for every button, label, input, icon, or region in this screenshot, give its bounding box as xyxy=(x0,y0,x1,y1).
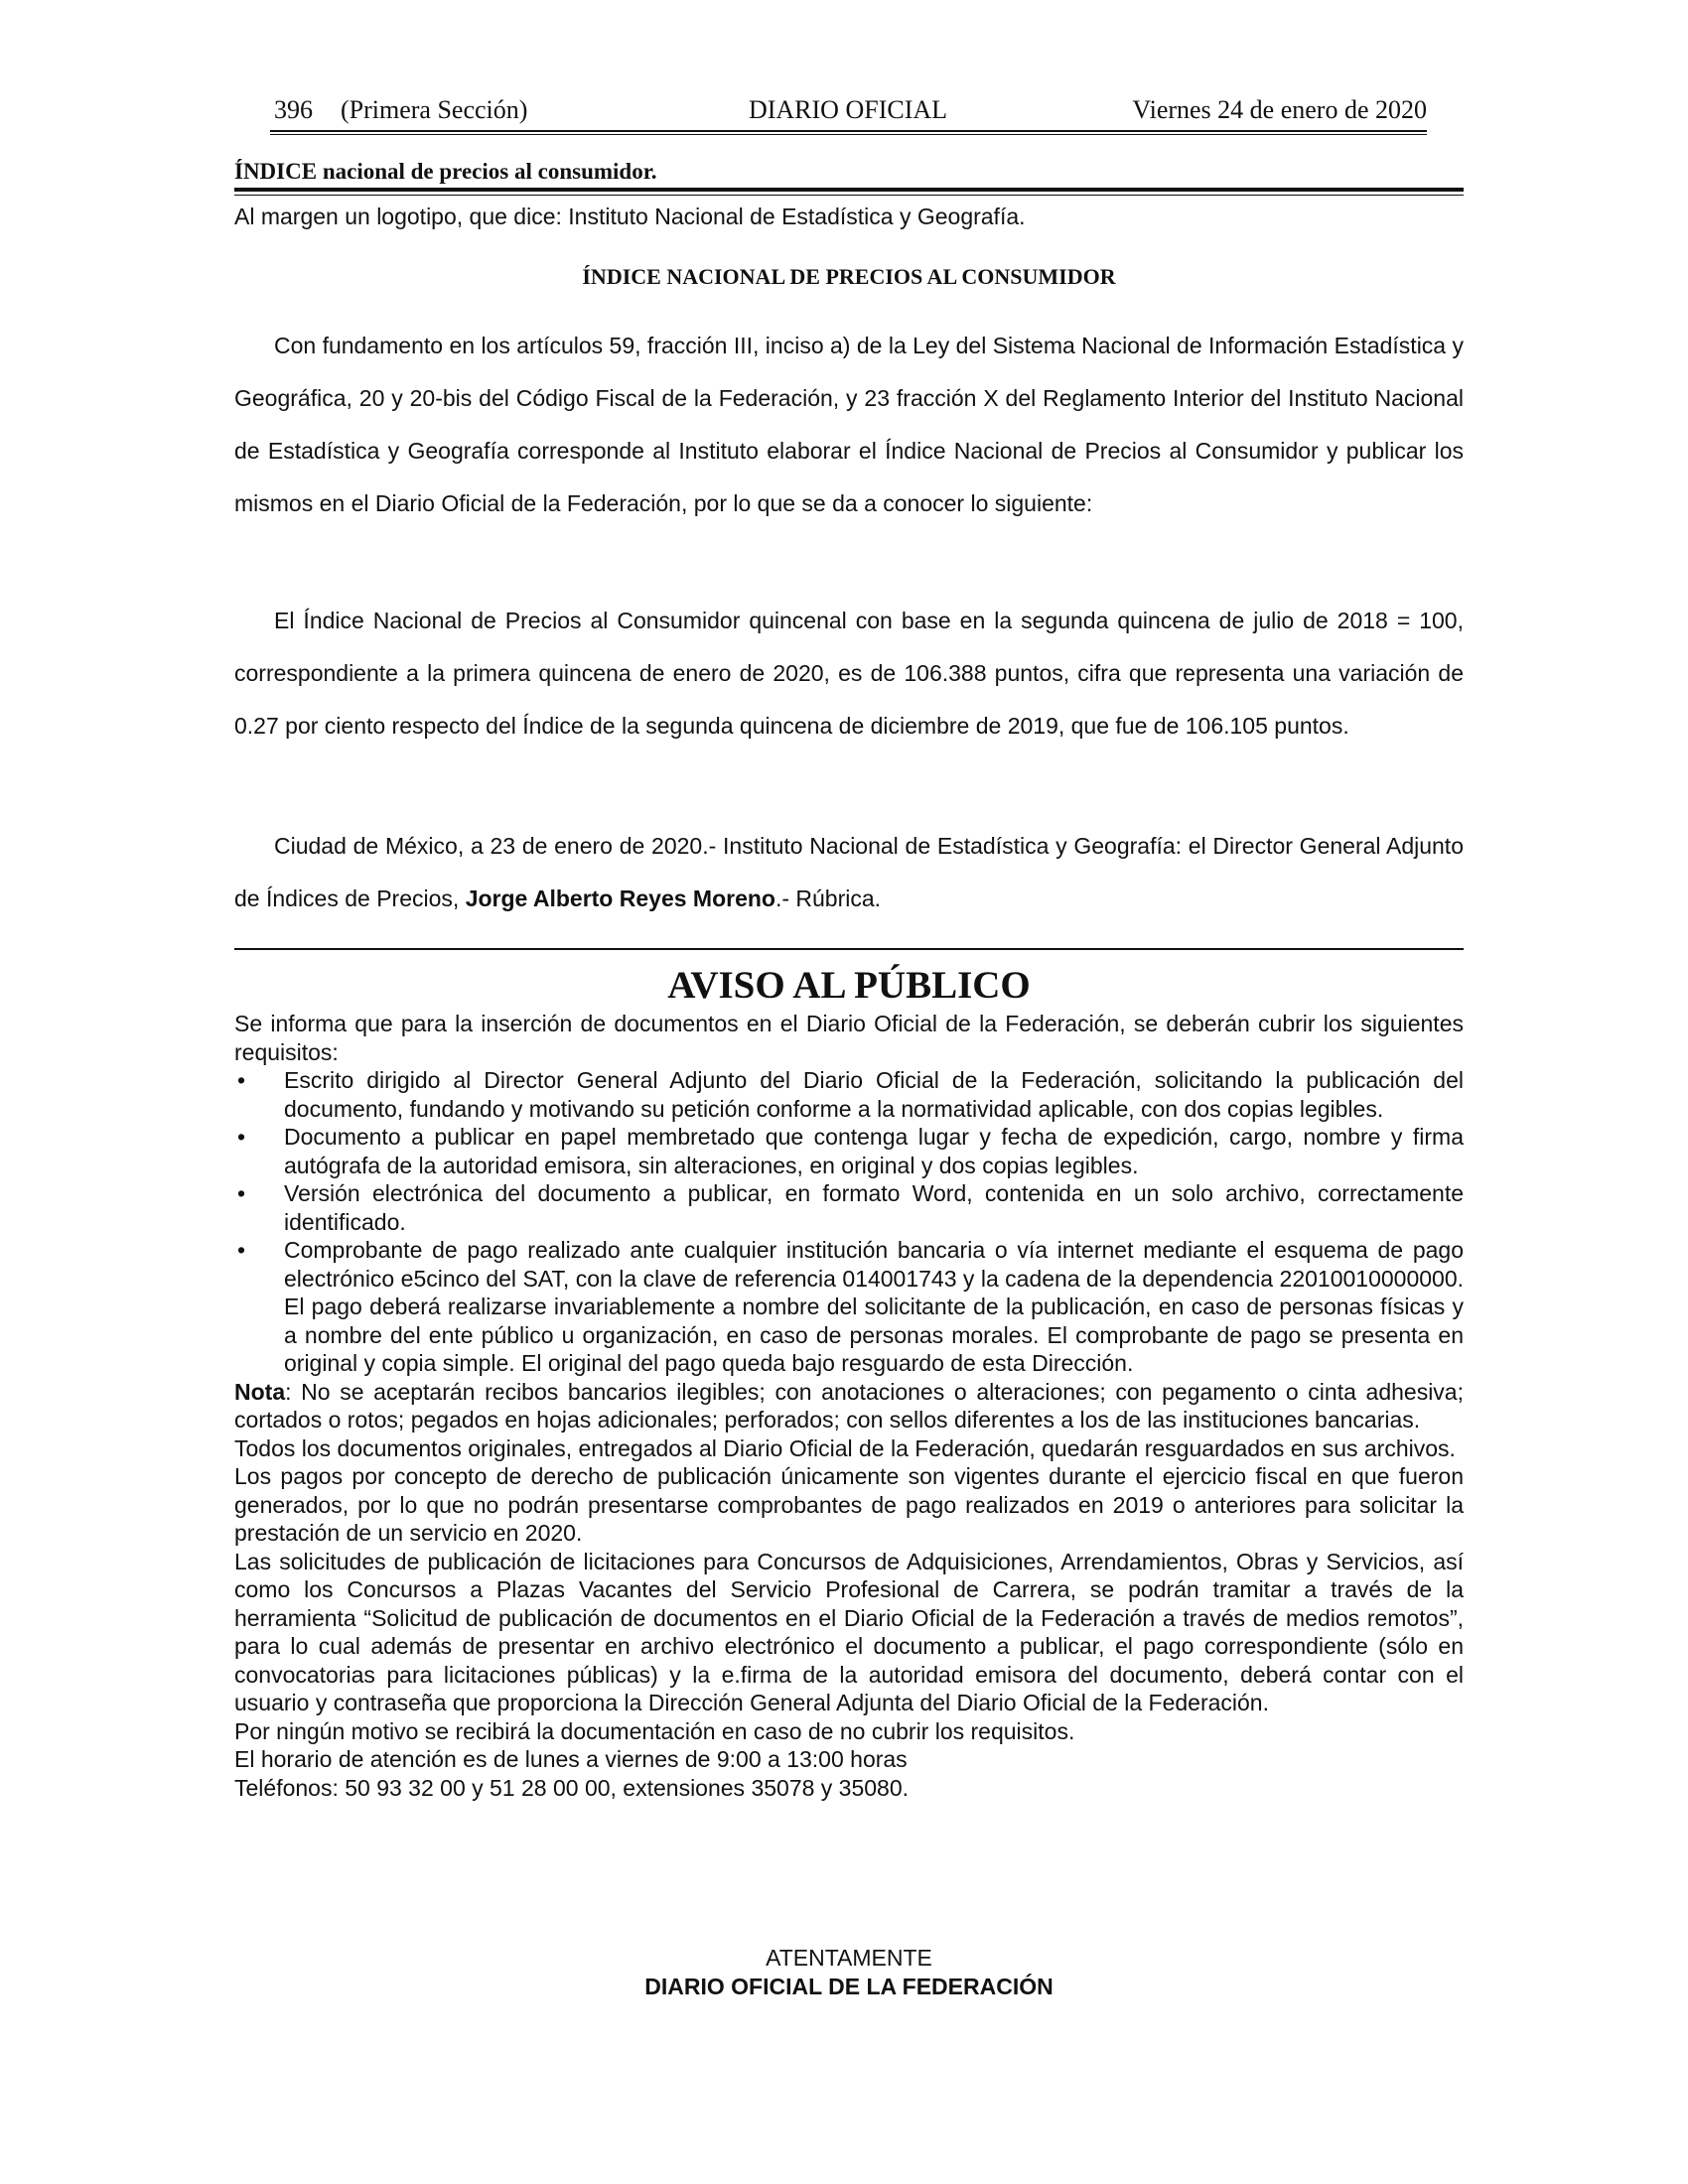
firma-rubrica: .- Rúbrica. xyxy=(774,886,882,911)
publication-date: Viernes 24 de enero de 2020 xyxy=(1132,95,1427,124)
requirement-text: Documento a publicar en papel membretado que contenga lugar y fecha de expedición, cargo, nombre y firma autógrafa de la autoridad emisora, sin alteraciones, en original y dos copias legibles. xyxy=(284,1124,1464,1178)
bullet-icon: • xyxy=(236,1237,246,1263)
paragraph-indice: El Índice Nacional de Precios al Consumidor quincenal con base en la segunda quincena de julio de 2018 = 100, correspondiente a la primera quincena de enero de 2020, es de 106.388 puntos, cifra que representa una variación de 0.27 por ciento respecto del Índice de la segunda quincena de diciembre de 2019, que fue de 106.105 puntos. xyxy=(234,608,1464,739)
header-rule-top xyxy=(270,130,1427,132)
nota-text: : No se aceptarán recibos bancarios ilegibles; con anotaciones o alteraciones; con pegamento o cinta adhesiva; cortados o rotos; pegados en hojas adicionales; perforados; con sellos diferentes a los de las instituciones bancarias. xyxy=(234,1378,1464,1433)
requirement-text: Escrito dirigido al Director General Adjunto del Diario Oficial de la Federación, solicitando la publicación del documento, fundando y motivando su petición conforme a la normatividad aplicable, con dos copias legibles. xyxy=(284,1067,1464,1122)
paragraph-originales: Todos los documentos originales, entregados al Diario Oficial de la Federación, quedarán resguardados en sus archivos. xyxy=(234,1434,1456,1461)
list-item xyxy=(234,1179,1464,1236)
paragraph-fundamento: Con fundamento en los artículos 59, fracción III, inciso a) de la Ley del Sistema Nacional de Información Estadística y Geográfica, 20 y 20-bis del Código Fiscal de la Federación, y 23 fracción X del Reglamento Interior del Instituto Nacional de Estadística y Geografía corresponde al Instituto elaborar el Índice Nacional de Precios al Consumidor y publicar los mismos en el Diario Oficial de la Federación, por lo que se da a conocer lo siguiente: xyxy=(234,333,1464,516)
closing-block xyxy=(234,1944,1464,2000)
paragraph-motivo: Por ningún motivo se recibirá la documentación en caso de no cubrir los requisitos. xyxy=(234,1717,1075,1744)
paragraph-licitaciones: Las solicitudes de publicación de licitaciones para Concursos de Adquisiciones, Arrendamientos, Obras y Servicios, así como los Concursos a Plazas Vacantes del Servicio Profesional de Carrera, se podrán tramitar a través de la herramienta “Solicitud de publicación de documentos en el Diario Oficial de la Federación a través de medios remotos”, para lo cual además de presentar en archivo electrónico el documento a publicar, el pago correspondiente (sólo en convocatorias para licitaciones públicas) y la e.firma de la autoridad emisora del documento, deberá contar con el usuario y contraseña que proporciona la Dirección General Adjunta del Diario Oficial de la Federación. xyxy=(234,1548,1464,1715)
nota-paragraph xyxy=(234,1378,1464,1434)
document-title: ÍNDICE NACIONAL DE PRECIOS AL CONSUMIDOR xyxy=(582,264,1116,289)
signatory-name: Jorge Alberto Reyes Moreno xyxy=(465,886,775,911)
telefonos-line: Teléfonos: 50 93 32 00 y 51 28 00 00, extensiones 35078 y 35080. xyxy=(234,1774,910,1801)
bullet-icon: • xyxy=(236,1067,246,1093)
bullet-icon: • xyxy=(236,1180,246,1206)
page-number: 396 xyxy=(274,95,313,124)
section-title: ÍNDICE nacional de precios al consumidor. xyxy=(234,159,657,184)
bullet-icon: • xyxy=(236,1124,246,1150)
requirement-text: Comprobante de pago realizado ante cualquier institución bancaria o vía internet mediante el esquema de pago electrónico e5cinco del SAT, con la clave de referencia 014001743 y la cadena de la dependencia 22010010000000. El pago deberá realizarse invariablemente a nombre del solicitante de la publicación, en caso de personas físicas y a nombre del ente público u organización, en caso de personas morales. El comprobante de pago se presenta en original y copia simple. El original del pago queda bajo resguardo de esta Dirección. xyxy=(284,1237,1464,1376)
section-label: (Primera Sección) xyxy=(341,95,528,124)
header-rule-bottom xyxy=(270,134,1427,135)
paragraph-firma xyxy=(234,820,1464,925)
requirement-text: Versión electrónica del documento a publicar, en formato Word, contenida en un solo archivo, correctamente identificado. xyxy=(284,1180,1464,1235)
list-item xyxy=(234,1123,1464,1179)
aviso-body xyxy=(234,1010,1464,1802)
closing-signature: DIARIO OFICIAL DE LA FEDERACIÓN xyxy=(644,1973,1054,1999)
requirements-list xyxy=(234,1066,1464,1378)
margin-note: Al margen un logotipo, que dice: Instituto Nacional de Estadística y Geografía. xyxy=(234,204,1026,229)
horario-line: El horario de atención es de lunes a viernes de 9:00 a 13:00 horas xyxy=(234,1746,908,1772)
nota-label: Nota xyxy=(234,1378,286,1405)
section-rule-thick xyxy=(234,188,1464,192)
aviso-intro: Se informa que para la inserción de documentos en el Diario Oficial de la Federación, se deberán cubrir los siguientes requisitos: xyxy=(234,1011,1464,1065)
aviso-divider xyxy=(234,948,1464,950)
publication-name: DIARIO OFICIAL xyxy=(748,95,948,124)
aviso-title: AVISO AL PÚBLICO xyxy=(667,964,1031,1007)
firma-text: Ciudad de México, a 23 de enero de 2020.- Instituto Nacional de Estadística y Geografía: el Director General Adjunto de Índices de Precios, xyxy=(234,833,1464,911)
closing-atentamente: ATENTAMENTE xyxy=(766,1945,932,1971)
list-item xyxy=(234,1236,1464,1378)
section-rule-thin xyxy=(234,195,1464,196)
paragraph-pagos: Los pagos por concepto de derecho de publicación únicamente son vigentes durante el ejercicio fiscal en que fueron generados, por lo que no podrán presentarse comprobantes de pago realizados en 2019 o anteriores para solicitar la prestación de un servicio en 2020. xyxy=(234,1463,1464,1546)
list-item xyxy=(234,1066,1464,1123)
